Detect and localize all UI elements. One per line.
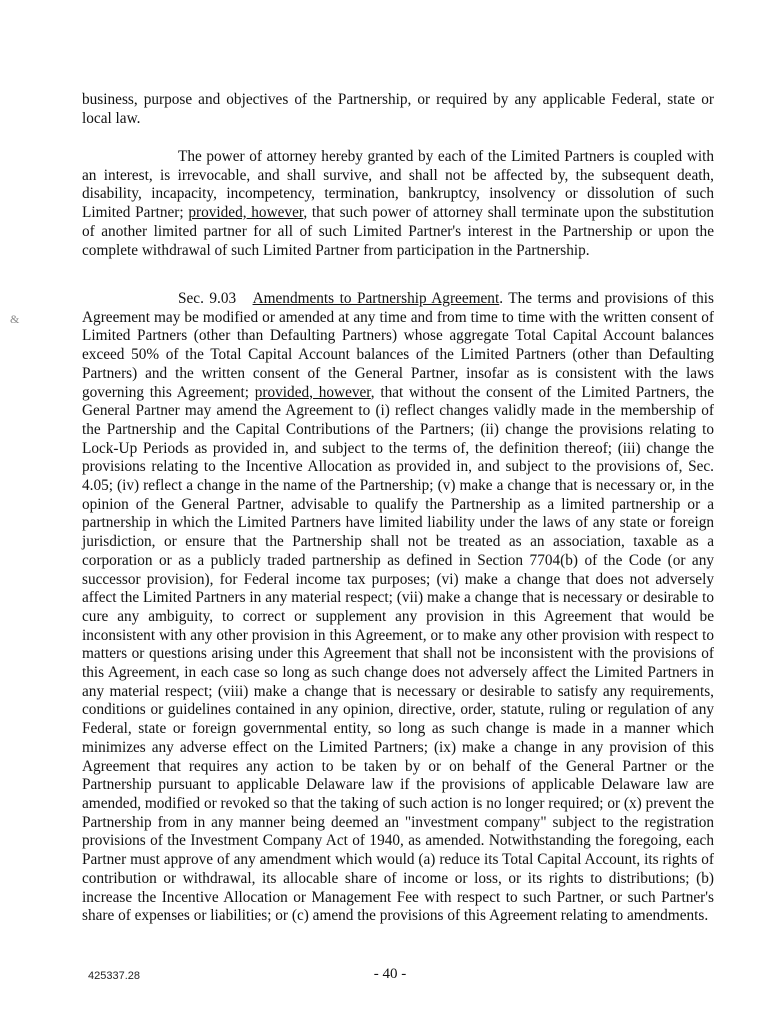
margin-mark: &	[10, 312, 20, 326]
provided-however-underline: provided, however	[254, 383, 371, 401]
paragraph-section-9-03	[82, 290, 714, 926]
paragraph-text: , that without the consent of the Limited Partners, the General Partner may amend the Agreement to (i) reflect changes validly made in the membership of the Partnership and the Capital Contributions of the Partners; (ii) change the provisions relating to Lock-Up Periods as provided in, and subject to the terms of, the definition thereof; (iii) change the provisions relating to the Incentive Allocation as provided in, and subject to the provisions of, Sec. 4.05; (iv) reflect a change in the name of the Partnership; (v) make a change that is necessary or, in the opinion of the General Partner, advisable to qualify the Partnership as a limited partnership or a partnership in which the Limited Partners have limited liability under the laws of any state or foreign jurisdiction, or ensure that the Partnership shall not be treated as an association, taxable as a corporation or as a publicly traded partnership as defined in Section 7704(b) of the Code (or any successor provision), for Federal income tax purposes; (vi) make a change that does not adversely affect the Limited Partners in any material respect; (vii) make a change that is necessary or desirable to cure any ambiguity, to correct or supplement any provision in this Agreement that would be inconsistent with any other provision in this Agreement, or to make any other provision with respect to matters or questions arising under this Agreement that shall not be inconsistent with the provisions of this Agreement, in each case so long as such change does not adversely affect the Limited Partners in any material respect; (viii) make a change that is necessary or desirable to satisfy any requirements, conditions or guidelines contained in any opinion, directive, order, statute, ruling or regulation of any Federal, state or foreign governmental entity, so long as such change is made in a manner which minimizes any adverse effect on the Limited Partners; (ix) make a change in any provision of this Agreement that requires any action to be taken by or on behalf of the General Partner or the Partnership pursuant to applicable Delaware law if the provisions of applicable Delaware law are amended, modified or revoked so that the taking of such action is no longer required; or (x) prevent the Partnership from in any manner being deemed an "investment company" subject to the registration provisions of the Investment Company Act of 1940, as amended. Notwithstanding the foregoing, each Partner must approve of any amendment which would (a) reduce its Total Capital Account, its rights of contribution or withdrawal, its allocable share of income or loss, or its rights to distributions; (b) increase the Incentive Allocation or Management Fee with respect to such Partner, or such Partner's share of expenses or liabilities; or (c) amend the provisions of this Agreement relating to amendments.	[82, 383, 715, 925]
section-heading: Amendments to Partnership Agreement	[252, 290, 500, 307]
paragraph-text: , that such power of attorney shall terminate upon the substitution of another limited partner for all of such Limited Partner's interest in the Partnership or upon the complete withdrawal of such Limited Partner from participation in the Partnership.	[82, 204, 714, 259]
provided-however-underline: provided, however	[188, 204, 304, 222]
paragraph-text: business, purpose and objectives of the Partnership, or required by any applicable Federal, state or local law.	[82, 91, 714, 127]
paragraph-continuation	[82, 91, 714, 128]
page-number: - 40 -	[373, 966, 407, 982]
document-id: 425337.28	[88, 970, 140, 982]
paragraph-text: The power of attorney hereby granted by each of the Limited Partners is coupled with an interest, is irrevocable, and shall survive, and shall not be affected by, the subsequent death, disability, incapacity, incompetency, termination, bankruptcy, insolvency or dissolution of such Limited Partner;	[82, 148, 714, 222]
paragraph-text: . The terms and provisions of this Agreement may be modified or amended at any time and from time to time with the written consent of Limited Partners (other than Defaulting Partners) whose aggregate Total Capital Account balances exceed 50% of the Total Capital Account balances of the Limited Partners (other than Defaulting Partners) and the written consent of the General Partner, insofar as is consistent with the laws governing this Agreement;	[82, 290, 714, 401]
section-number: Sec. 9.03	[178, 290, 237, 307]
paragraph-power-of-attorney	[82, 148, 714, 260]
